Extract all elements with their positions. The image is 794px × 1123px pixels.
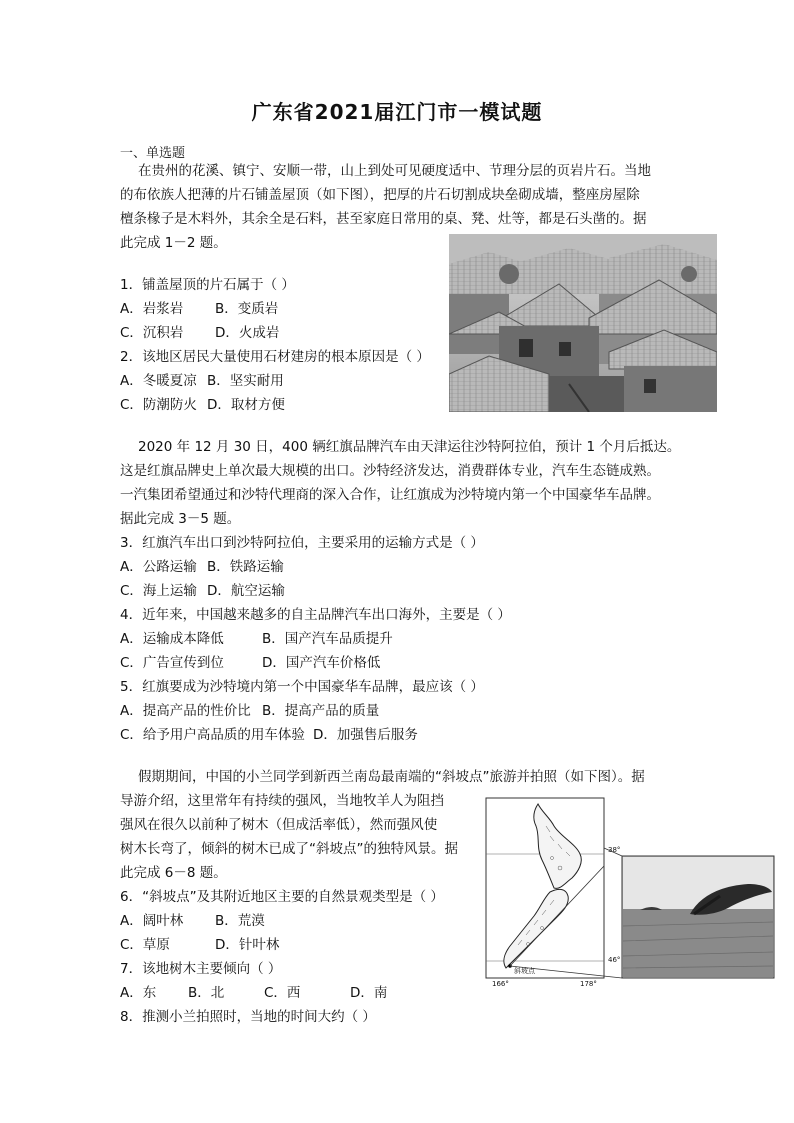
passage3-line-5: 此完成 6－8 题。 (120, 865, 227, 881)
passage2-line-2: 这是红旗品牌史上单次最大规模的出口。沙特经济发达，消费群体专业，汽车生态链成熟。 (120, 463, 660, 479)
page-title: 广东省2021届江门市一模试题 (251, 100, 543, 124)
passage3-line-4: 树木长弯了，倾斜的树木已成了“斜坡点”的独特风景。据 (120, 841, 458, 857)
question-3-stem: 3．红旗汽车出口到沙特阿拉伯，主要采用的运输方式是（ ） (120, 535, 484, 551)
question-5-option-b[interactable]: B．提高产品的质量 (262, 703, 380, 719)
question-3-option-b[interactable]: B．铁路运输 (207, 559, 284, 575)
passage1-line-1: 在贵州的花溪、镇宁、安顺一带，山上到处可见硬度适中、节理分层的页岩片石。当地 (138, 163, 651, 179)
section-heading: 一、单选题 (120, 146, 186, 161)
question-1-option-a[interactable]: A．岩浆岩 (120, 301, 184, 317)
question-6-option-c[interactable]: C．草原 (120, 937, 170, 953)
passage1-line-4: 此完成 1－2 题。 (120, 235, 227, 251)
question-4-option-b[interactable]: B．国产汽车品质提升 (262, 631, 393, 647)
question-5-option-a[interactable]: A．提高产品的性价比 (120, 703, 251, 719)
question-5-option-d[interactable]: D．加强售后服务 (313, 727, 418, 743)
question-2-option-c[interactable]: C．防潮防火 (120, 397, 197, 413)
question-3-option-a[interactable]: A．公路运输 (120, 559, 197, 575)
passage3-line-2: 导游介绍，这里常年有持续的强风，当地牧羊人为阻挡 (120, 793, 444, 809)
question-4-option-a[interactable]: A．运输成本降低 (120, 631, 224, 647)
question-4-stem: 4．近年来，中国越来越多的自主品牌汽车出口海外，主要是（ ） (120, 607, 511, 623)
question-8-stem: 8．推测小兰拍照时，当地的时间大约（ ） (120, 1009, 376, 1025)
question-1-stem: 1．铺盖屋顶的片石属于（ ） (120, 277, 295, 293)
question-7-option-d[interactable]: D．南 (350, 985, 388, 1001)
question-2-option-d[interactable]: D．取材方便 (207, 397, 285, 413)
passage3-line-3: 强风在很久以前种了树木（但成活率低），然而强风使 (120, 817, 438, 833)
question-4-option-c[interactable]: C．广告宣传到位 (120, 655, 224, 671)
question-2-option-a[interactable]: A．冬暖夏凉 (120, 373, 197, 389)
nz-map-figure (480, 796, 780, 990)
question-1-option-c[interactable]: C．沉积岩 (120, 325, 184, 341)
question-5-option-c[interactable]: C．给予用户高品质的用车体验 (120, 727, 305, 743)
question-1-option-d[interactable]: D．火成岩 (215, 325, 280, 341)
question-6-option-a[interactable]: A．阔叶林 (120, 913, 184, 929)
village-photo-drawing (449, 234, 717, 412)
passage3-line-1: 假期期间，中国的小兰同学到新西兰南岛最南端的“斜坡点”旅游并拍照（如下图）。据 (138, 769, 645, 785)
question-7-option-c[interactable]: C．西 (264, 985, 301, 1001)
passage1-line-2: 的布依族人把薄的片石铺盖屋顶（如下图），把厚的片石切割成块垒砌成墙，整座房屋除 (120, 187, 640, 203)
question-7-option-a[interactable]: A．东 (120, 985, 157, 1001)
question-6-option-d[interactable]: D．针叶林 (215, 937, 280, 953)
nz-map-drawing (480, 796, 780, 990)
slope-point-label: 斜坡点 (514, 967, 535, 975)
question-7-stem: 7．该地树木主要倾向（ ） (120, 961, 282, 977)
slanted-tree-photo (622, 856, 774, 978)
question-3-option-c[interactable]: C．海上运输 (120, 583, 197, 599)
question-5-stem: 5．红旗要成为沙特境内第一个中国豪华车品牌，最应该（ ） (120, 679, 484, 695)
question-2-option-b[interactable]: B．坚实耐用 (207, 373, 284, 389)
passage2-line-1: 2020 年 12 月 30 日，400 辆红旗品牌汽车由天津运往沙特阿拉伯，预计 1 个月后抵达。 (138, 439, 681, 455)
question-2-stem: 2．该地区居民大量使用石材建房的根本原因是（ ） (120, 349, 430, 365)
question-3-option-d[interactable]: D．航空运输 (207, 583, 285, 599)
question-1-option-b[interactable]: B．变质岩 (215, 301, 279, 317)
question-7-option-b[interactable]: B．北 (188, 985, 225, 1001)
lon-right-label: 178° (580, 980, 597, 988)
stone-roof-village-photo (449, 234, 717, 412)
lat-bottom-label: 46° (608, 956, 621, 964)
lat-top-label: 38° (608, 846, 621, 854)
lon-left-label: 166° (492, 980, 509, 988)
question-4-option-d[interactable]: D．国产汽车价格低 (262, 655, 381, 671)
passage2-line-3: 一汽集团希望通过和沙特代理商的深入合作，让红旗成为沙特境内第一个中国豪华车品牌。 (120, 487, 660, 503)
question-6-option-b[interactable]: B．荒漠 (215, 913, 265, 929)
passage2-line-4: 据此完成 3－5 题。 (120, 511, 241, 527)
passage1-line-3: 檀条椽子是木料外，其余全是石料，甚至家庭日常用的桌、凳、灶等，都是石头凿的。据 (120, 211, 647, 227)
question-6-stem: 6．“斜坡点”及其附近地区主要的自然景观类型是（ ） (120, 889, 444, 905)
